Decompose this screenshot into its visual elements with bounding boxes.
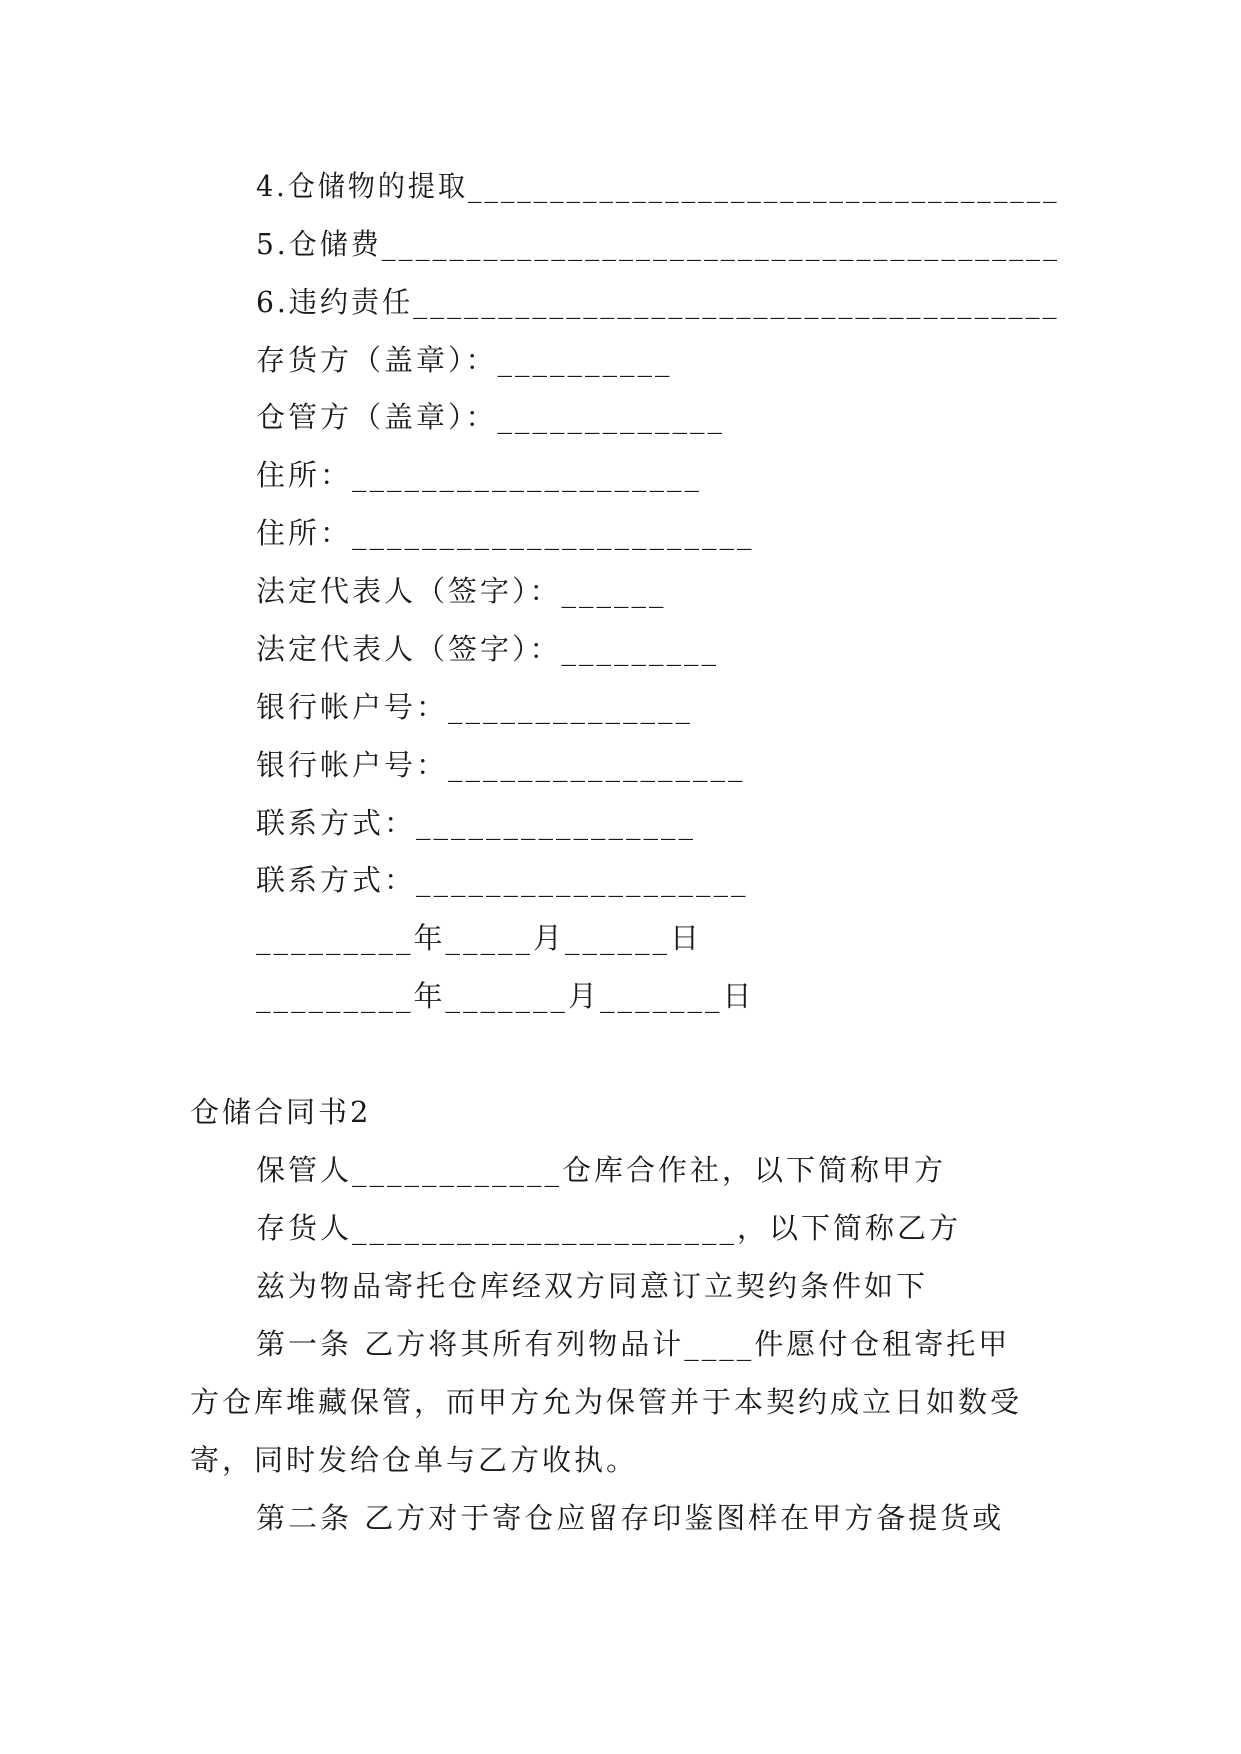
text-line: 保管人____________仓库合作社，以下简称甲方 — [256, 1153, 947, 1187]
text-line: 法定代表人（签字）：______ — [256, 574, 667, 608]
text-line: 6.违约责任______________________________________ — [256, 285, 1060, 319]
section-title: 仓储合同书2 — [190, 1095, 372, 1129]
paragraph-line: 第二条 乙方对于寄仓应留存印鉴图样在甲方备提货或 — [256, 1501, 1005, 1535]
text-line: 联系方式：________________ — [256, 806, 697, 840]
text-line: 5.仓储费________________________________________ — [256, 227, 1060, 261]
text-line: 仓管方（盖章）：_____________ — [256, 400, 726, 434]
text-line: 4.仓储物的提取____________________________________ — [256, 169, 1060, 203]
text-line: 联系方式：___________________ — [256, 863, 749, 897]
text-line: 银行帐户号：______________ — [256, 690, 694, 724]
text-line: 法定代表人（签字）：_________ — [256, 632, 720, 666]
text-line: 住所：_______________________ — [256, 516, 755, 550]
text-line: 存货人______________________，以下简称乙方 — [256, 1211, 962, 1245]
paragraph-line: 寄，同时发给仓单与乙方收执。 — [190, 1443, 639, 1477]
paragraph-line: 方仓库堆藏保管，而甲方允为保管并于本契约成立日如数受 — [190, 1385, 1023, 1419]
date-line: _________年_______月_______日 — [256, 979, 755, 1013]
text-line: 住所：____________________ — [256, 458, 703, 492]
date-line: _________年_____月______日 — [256, 921, 703, 955]
text-line: 兹为物品寄托仓库经双方同意订立契约条件如下 — [256, 1269, 929, 1303]
paragraph-line: 第一条 乙方将其所有列物品计____件愿付仓租寄托甲 — [256, 1327, 1011, 1361]
text-line: 银行帐户号：_________________ — [256, 748, 746, 782]
text-line: 存货方（盖章）：__________ — [256, 343, 673, 377]
